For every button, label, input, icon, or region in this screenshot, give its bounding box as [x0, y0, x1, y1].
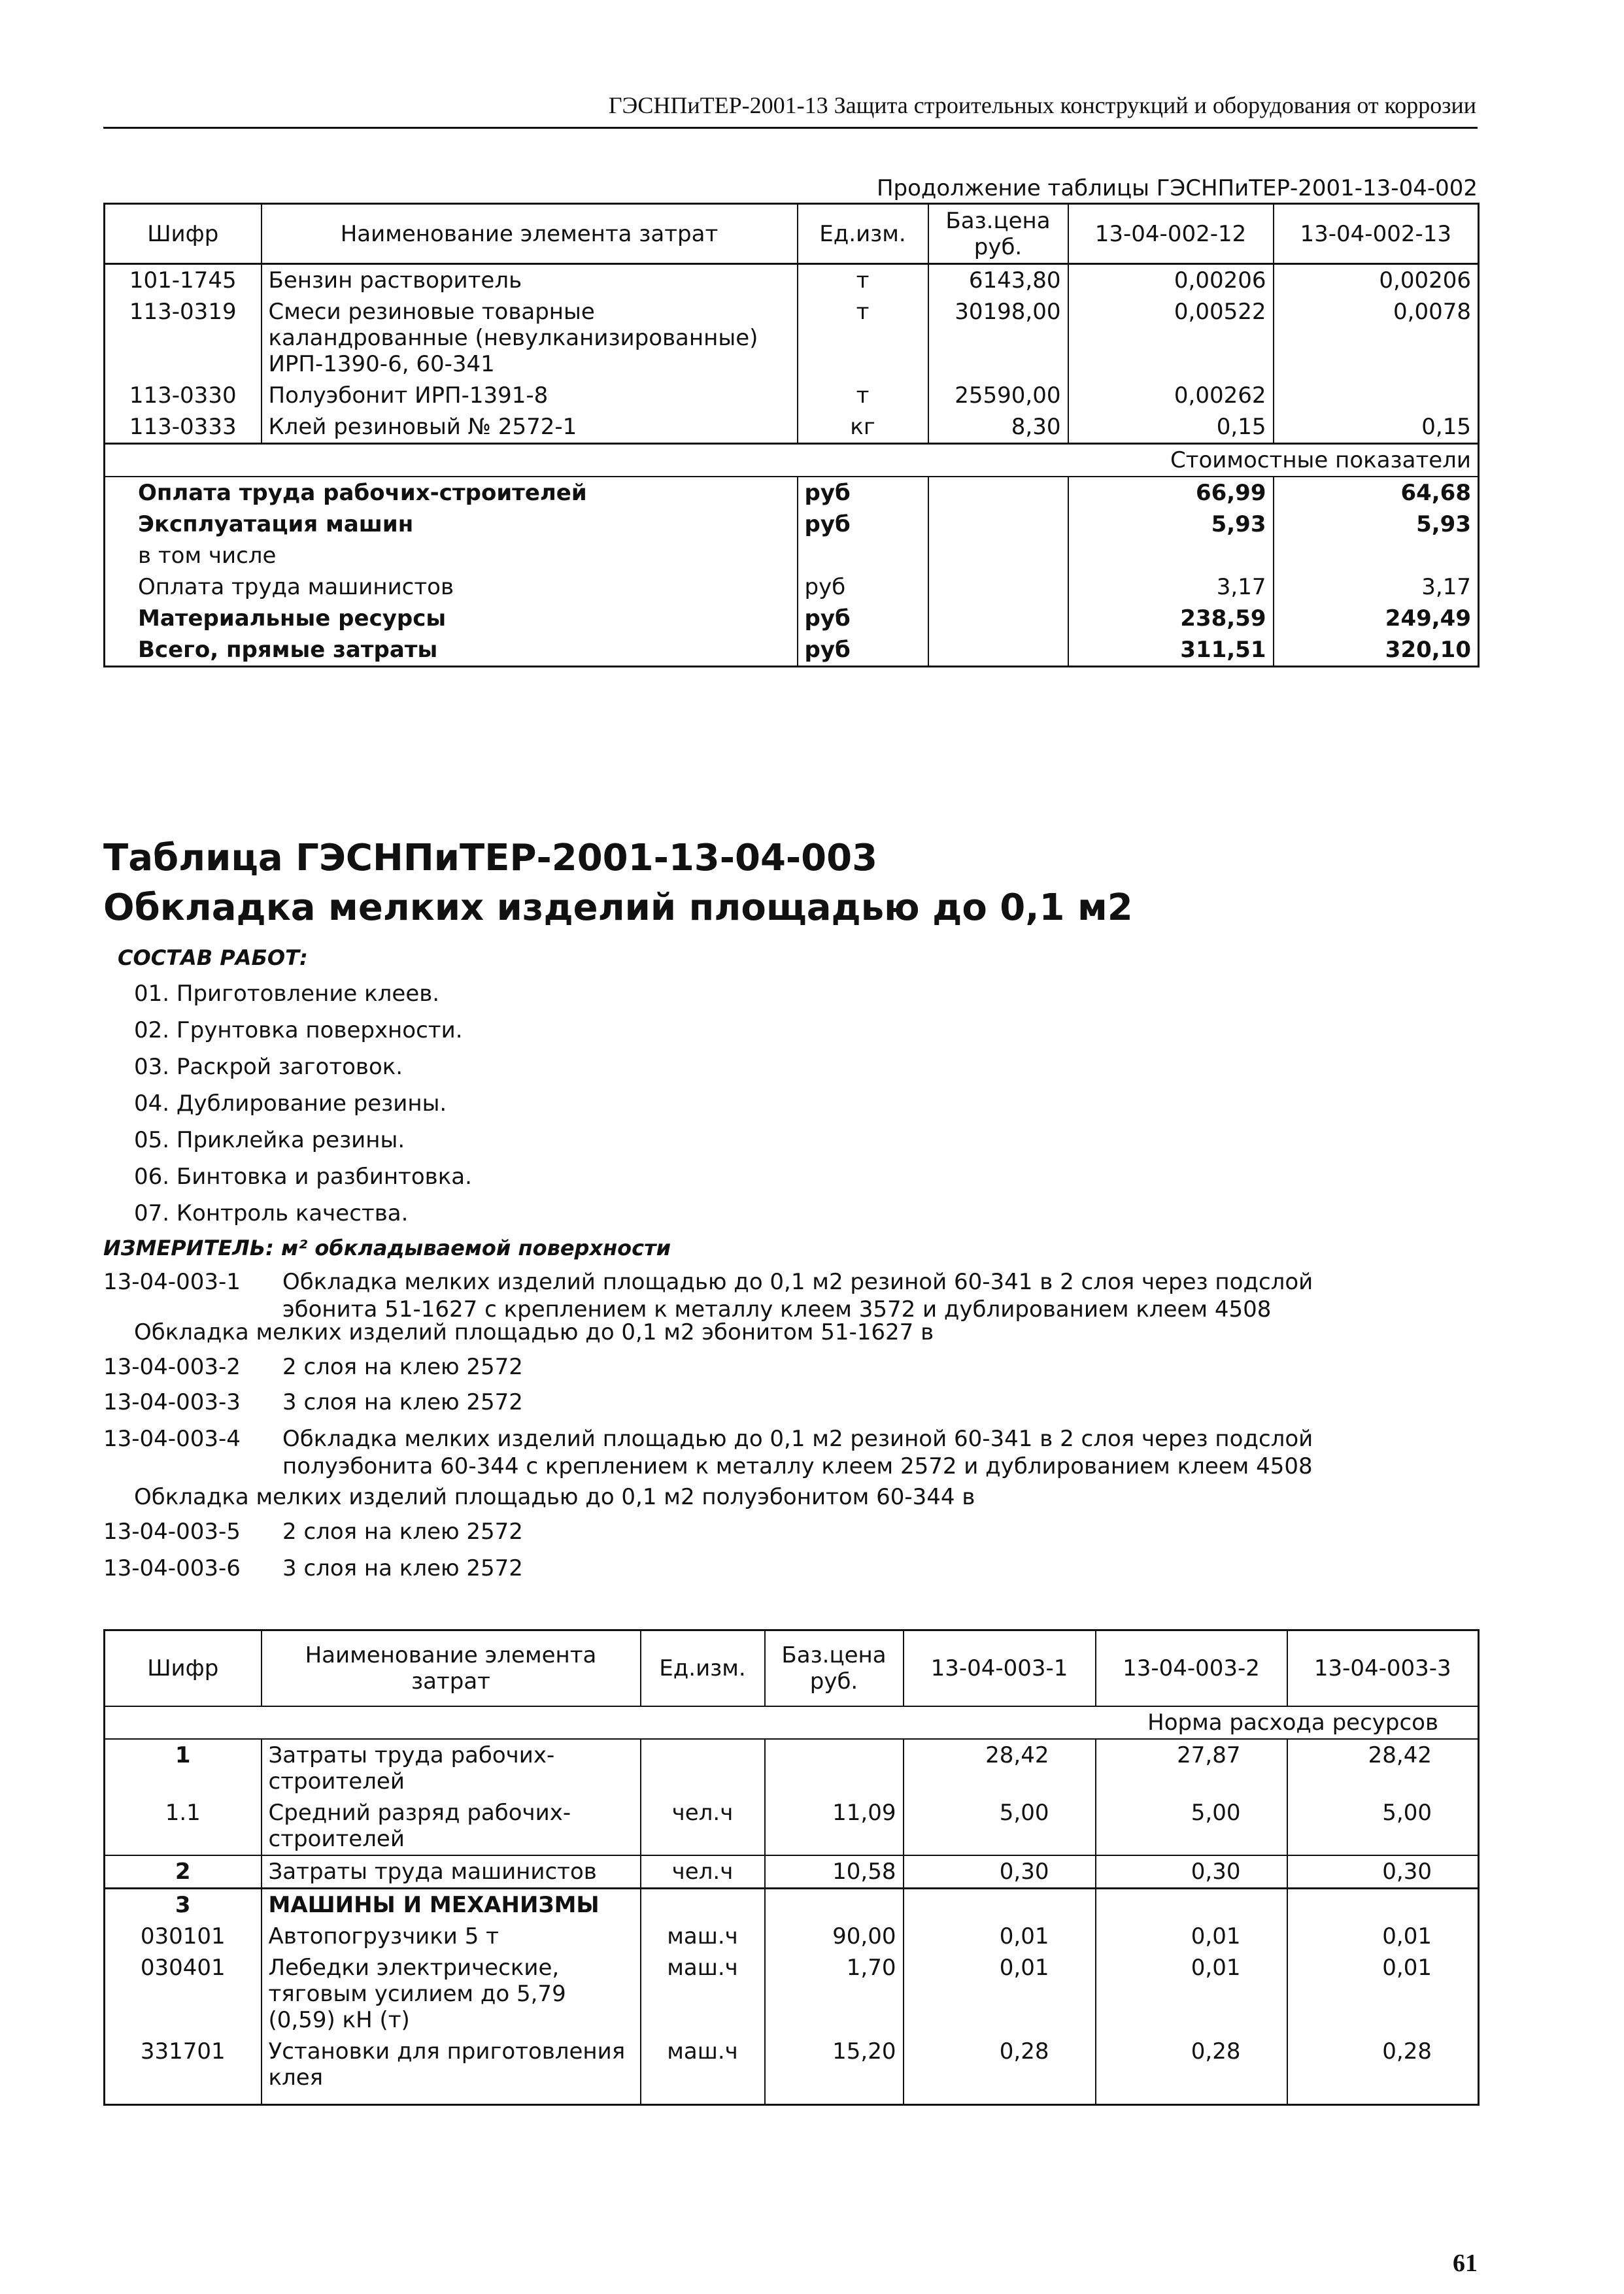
col-header-13-04-003-2: 13-04-003-2: [1096, 1630, 1287, 1706]
cost-value: 5,93: [1068, 509, 1274, 540]
cell-price: [765, 1739, 904, 1797]
col-header-13-04-003-3: 13-04-003-3: [1287, 1630, 1479, 1706]
item-13-04-003-6: [103, 1555, 1509, 1585]
cost-unit: руб: [798, 603, 928, 634]
cell-value: 0,0078: [1274, 296, 1479, 380]
cost-unit: руб: [798, 571, 928, 603]
cell-value: 0,28: [1096, 2036, 1287, 2105]
empty-cell: [928, 540, 1068, 571]
col-header-name: Наименование элемента затрат: [262, 1630, 641, 1706]
cell-unit: т: [798, 296, 928, 380]
table-row: [105, 264, 1479, 297]
cell-unit: маш.ч: [641, 1921, 765, 1952]
item-13-04-003-1: [103, 1268, 1509, 1327]
item-13-04-003-3: [103, 1389, 1509, 1419]
table-13-04-003: [103, 1629, 1480, 2106]
cell-unit: чел.ч: [641, 1797, 765, 1855]
cell-name: Лебедки электрические, тяговым усилием до 5,79 (0,59) кН (т): [262, 1952, 641, 2036]
cell-code: 1: [105, 1739, 262, 1797]
group-caption: Обкладка мелких изделий площадью до 0,1 м2 эбонитом 51-1627 в: [134, 1319, 934, 1345]
cell-value: 5,00: [904, 1797, 1096, 1855]
cost-header: Стоимостные показатели: [105, 444, 1479, 477]
group-caption: Обкладка мелких изделий площадью до 0,1 м2 полуэбонитом 60-344 в: [134, 1484, 975, 1510]
table-row: [105, 411, 1479, 444]
item-13-04-003-4: [103, 1425, 1509, 1484]
cell-value: 5,00: [1096, 1797, 1287, 1855]
col-header-code: Шифр: [105, 204, 262, 264]
cost-value: 64,68: [1274, 477, 1479, 509]
cell-unit: чел.ч: [641, 1855, 765, 1889]
cell-value: 0,15: [1068, 411, 1274, 444]
cell-value: 28,42: [1287, 1739, 1479, 1797]
cell-value: 28,42: [904, 1739, 1096, 1797]
work-item: 02. Грунтовка поверхности.: [134, 1017, 463, 1043]
empty-cell: [928, 634, 1068, 667]
col-header-unit: Ед.изм.: [641, 1630, 765, 1706]
cost-value: 320,10: [1274, 634, 1479, 667]
cost-value: 3,17: [1068, 571, 1274, 603]
cell-value: 0,01: [1096, 1921, 1287, 1952]
cost-value: 311,51: [1068, 634, 1274, 667]
cell-value: 0,01: [1287, 1952, 1479, 2036]
cell-name: Клей резиновый № 2572-1: [262, 411, 798, 444]
section-subtitle: Обкладка мелких изделий площадью до 0,1 м2: [103, 886, 1133, 929]
cell-name: Автопогрузчики 5 т: [262, 1921, 641, 1952]
cell-unit: т: [798, 264, 928, 297]
cost-row: [105, 634, 1479, 667]
cost-value: 238,59: [1068, 603, 1274, 634]
table-row: [105, 1739, 1479, 1797]
item-code: 13-04-003-5: [103, 1519, 241, 1545]
cell-name: МАШИНЫ И МЕХАНИЗМЫ: [262, 1888, 641, 1921]
cell-value: 0,00522: [1068, 296, 1274, 380]
cell-price: 8,30: [928, 411, 1068, 444]
empty-cell: [928, 477, 1068, 509]
cell-name: Затраты труда машинистов: [262, 1855, 641, 1889]
cell-value: [1096, 1888, 1287, 1921]
cell-code: 030401: [105, 1952, 262, 2036]
cell-unit: кг: [798, 411, 928, 444]
work-item: 03. Раскрой заготовок.: [134, 1054, 403, 1080]
meter-label: ИЗМЕРИТЕЛЬ: м² обкладываемой поверхности: [103, 1236, 671, 1260]
cost-unit: руб: [798, 509, 928, 540]
col-header-price: Баз.цена руб.: [928, 204, 1068, 264]
cost-row: [105, 509, 1479, 540]
empty-cell: [928, 571, 1068, 603]
cell-value: 0,00206: [1274, 264, 1479, 297]
section-title: Таблица ГЭСНПиТЕР-2001-13-04-003: [103, 837, 878, 879]
cell-value: 0,00206: [1068, 264, 1274, 297]
cost-name: Оплата труда рабочих-строителей: [105, 477, 798, 509]
cell-price: 30198,00: [928, 296, 1068, 380]
cell-name: Средний разряд рабочих-строителей: [262, 1797, 641, 1855]
item-desc: 2 слоя на клею 2572: [282, 1519, 523, 1545]
cost-value: 5,93: [1274, 509, 1479, 540]
table-row: [105, 296, 1479, 380]
cost-unit: [798, 540, 928, 571]
running-header: ГЭСНПиТЕР-2001-13 Защита строительных конструкций и оборудования от коррозии: [608, 92, 1476, 118]
cell-value: 0,01: [1096, 1952, 1287, 2036]
norm-header: Норма расхода ресурсов: [105, 1706, 1479, 1739]
item-desc-line: Обкладка мелких изделий площадью до 0,1 м2 резиной 60-341 в 2 слоя через подслой: [282, 1426, 1313, 1452]
cell-unit: т: [798, 380, 928, 411]
cost-name: Оплата труда машинистов: [105, 571, 798, 603]
cell-value: [904, 1888, 1096, 1921]
work-item: 05. Приклейка резины.: [134, 1127, 405, 1153]
cell-price: 25590,00: [928, 380, 1068, 411]
cell-unit: маш.ч: [641, 2036, 765, 2105]
col-header-13-04-002-12: 13-04-002-12: [1068, 204, 1274, 264]
works-label: СОСТАВ РАБОТ:: [118, 945, 308, 970]
cell-code: 1.1: [105, 1797, 262, 1855]
cell-value: 0,00262: [1068, 380, 1274, 411]
cell-unit: [641, 1739, 765, 1797]
cell-price: 1,70: [765, 1952, 904, 2036]
cell-code: 113-0333: [105, 411, 262, 444]
item-13-04-003-2: [103, 1353, 1509, 1383]
cost-name: Материальные ресурсы: [105, 603, 798, 634]
cell-code: 2: [105, 1855, 262, 1889]
col-header-code: Шифр: [105, 1630, 262, 1706]
cell-value: 0,15: [1274, 411, 1479, 444]
cost-header-row: [105, 444, 1479, 477]
norm-header-row: [105, 1706, 1479, 1739]
cell-name: Бензин растворитель: [262, 264, 798, 297]
work-item: 04. Дублирование резины.: [134, 1090, 447, 1117]
cost-value: [1068, 540, 1274, 571]
work-item: 01. Приготовление клеев.: [134, 981, 440, 1007]
cost-value: 249,49: [1274, 603, 1479, 634]
cost-unit: руб: [798, 634, 928, 667]
empty-cell: [928, 509, 1068, 540]
cost-value: 66,99: [1068, 477, 1274, 509]
col-header-13-04-003-1: 13-04-003-1: [904, 1630, 1096, 1706]
table-row: [105, 1855, 1479, 1889]
item-desc: [282, 1425, 1512, 1480]
cell-value: 0,30: [1096, 1855, 1287, 1889]
col-header-unit: Ед.изм.: [798, 204, 928, 264]
cell-name: Затраты труда рабочих-строителей: [262, 1739, 641, 1797]
cost-unit: руб: [798, 477, 928, 509]
cell-code: 030101: [105, 1921, 262, 1952]
cell-value: [1274, 380, 1479, 411]
col-header-name: Наименование элемента затрат: [262, 204, 798, 264]
page-number: 61: [1453, 2250, 1478, 2277]
cell-name: Полуэбонит ИРП-1391-8: [262, 380, 798, 411]
cell-unit: [641, 1888, 765, 1921]
cell-unit: маш.ч: [641, 1952, 765, 2036]
cost-row: [105, 540, 1479, 571]
table-row: [105, 1921, 1479, 1952]
cell-value: 0,01: [904, 1952, 1096, 2036]
cell-code: 331701: [105, 2036, 262, 2105]
cell-code: 113-0330: [105, 380, 262, 411]
cell-value: [1287, 1888, 1479, 1921]
cell-value: 27,87: [1096, 1739, 1287, 1797]
col-header-price: Баз.цена руб.: [765, 1630, 904, 1706]
table-row: [105, 1797, 1479, 1855]
cost-value: 3,17: [1274, 571, 1479, 603]
item-desc-line: эбонита 51-1627 с креплением к металлу клеем 3572 и дублированием клеем 4508: [282, 1296, 1272, 1323]
cell-value: 0,01: [1287, 1921, 1479, 1952]
cost-name: Эксплуатация машин: [105, 509, 798, 540]
cell-code: 113-0319: [105, 296, 262, 380]
cost-value: [1274, 540, 1479, 571]
cell-price: 90,00: [765, 1921, 904, 1952]
work-item: 06. Бинтовка и разбинтовка.: [134, 1164, 472, 1190]
cell-name: Установки для приготовления клея: [262, 2036, 641, 2105]
table-row: [105, 1888, 1479, 1921]
cell-value: 5,00: [1287, 1797, 1479, 1855]
col-header-13-04-002-13: 13-04-002-13: [1274, 204, 1479, 264]
cell-price: 11,09: [765, 1797, 904, 1855]
cell-value: 0,30: [1287, 1855, 1479, 1889]
table-row: [105, 380, 1479, 411]
cell-value: 0,28: [904, 2036, 1096, 2105]
item-code: 13-04-003-4: [103, 1426, 241, 1452]
item-desc-line: полуэбонита 60-344 с креплением к металлу клеем 2572 и дублированием клеем 4508: [282, 1453, 1313, 1479]
item-code: 13-04-003-6: [103, 1555, 241, 1581]
cell-price: 6143,80: [928, 264, 1068, 297]
cost-name: Всего, прямые затраты: [105, 634, 798, 667]
cost-row: [105, 571, 1479, 603]
cost-row: [105, 603, 1479, 634]
cell-name: Смеси резиновые товарные каландрованные (невулканизированные) ИРП-1390-6, 60-341: [262, 296, 798, 380]
cell-price: 15,20: [765, 2036, 904, 2105]
item-desc: [282, 1268, 1512, 1323]
cell-code: 3: [105, 1888, 262, 1921]
table-row: [105, 1952, 1479, 2036]
cost-name: в том числе: [105, 540, 798, 571]
cell-value: 0,28: [1287, 2036, 1479, 2105]
item-desc-line: Обкладка мелких изделий площадью до 0,1 м2 резиной 60-341 в 2 слоя через подслой: [282, 1269, 1313, 1295]
table-13-04-002-continued: [103, 203, 1480, 667]
work-item: 07. Контроль качества.: [134, 1200, 409, 1226]
item-13-04-003-5: [103, 1518, 1509, 1548]
cost-row: [105, 477, 1479, 509]
item-desc: 2 слоя на клею 2572: [282, 1354, 523, 1380]
cell-code: 101-1745: [105, 264, 262, 297]
cell-price: [765, 1888, 904, 1921]
cell-value: 0,30: [904, 1855, 1096, 1889]
empty-cell: [928, 603, 1068, 634]
cell-price: 10,58: [765, 1855, 904, 1889]
table1-caption: Продолжение таблицы ГЭСНПиТЕР-2001-13-04-002: [876, 175, 1478, 201]
cell-value: 0,01: [904, 1921, 1096, 1952]
item-code: 13-04-003-2: [103, 1354, 241, 1380]
header-rule: [103, 127, 1478, 129]
item-code: 13-04-003-3: [103, 1389, 241, 1415]
item-code: 13-04-003-1: [103, 1269, 241, 1295]
table-row: [105, 2036, 1479, 2105]
item-desc: 3 слоя на клею 2572: [282, 1555, 523, 1581]
item-desc: 3 слоя на клею 2572: [282, 1389, 523, 1415]
